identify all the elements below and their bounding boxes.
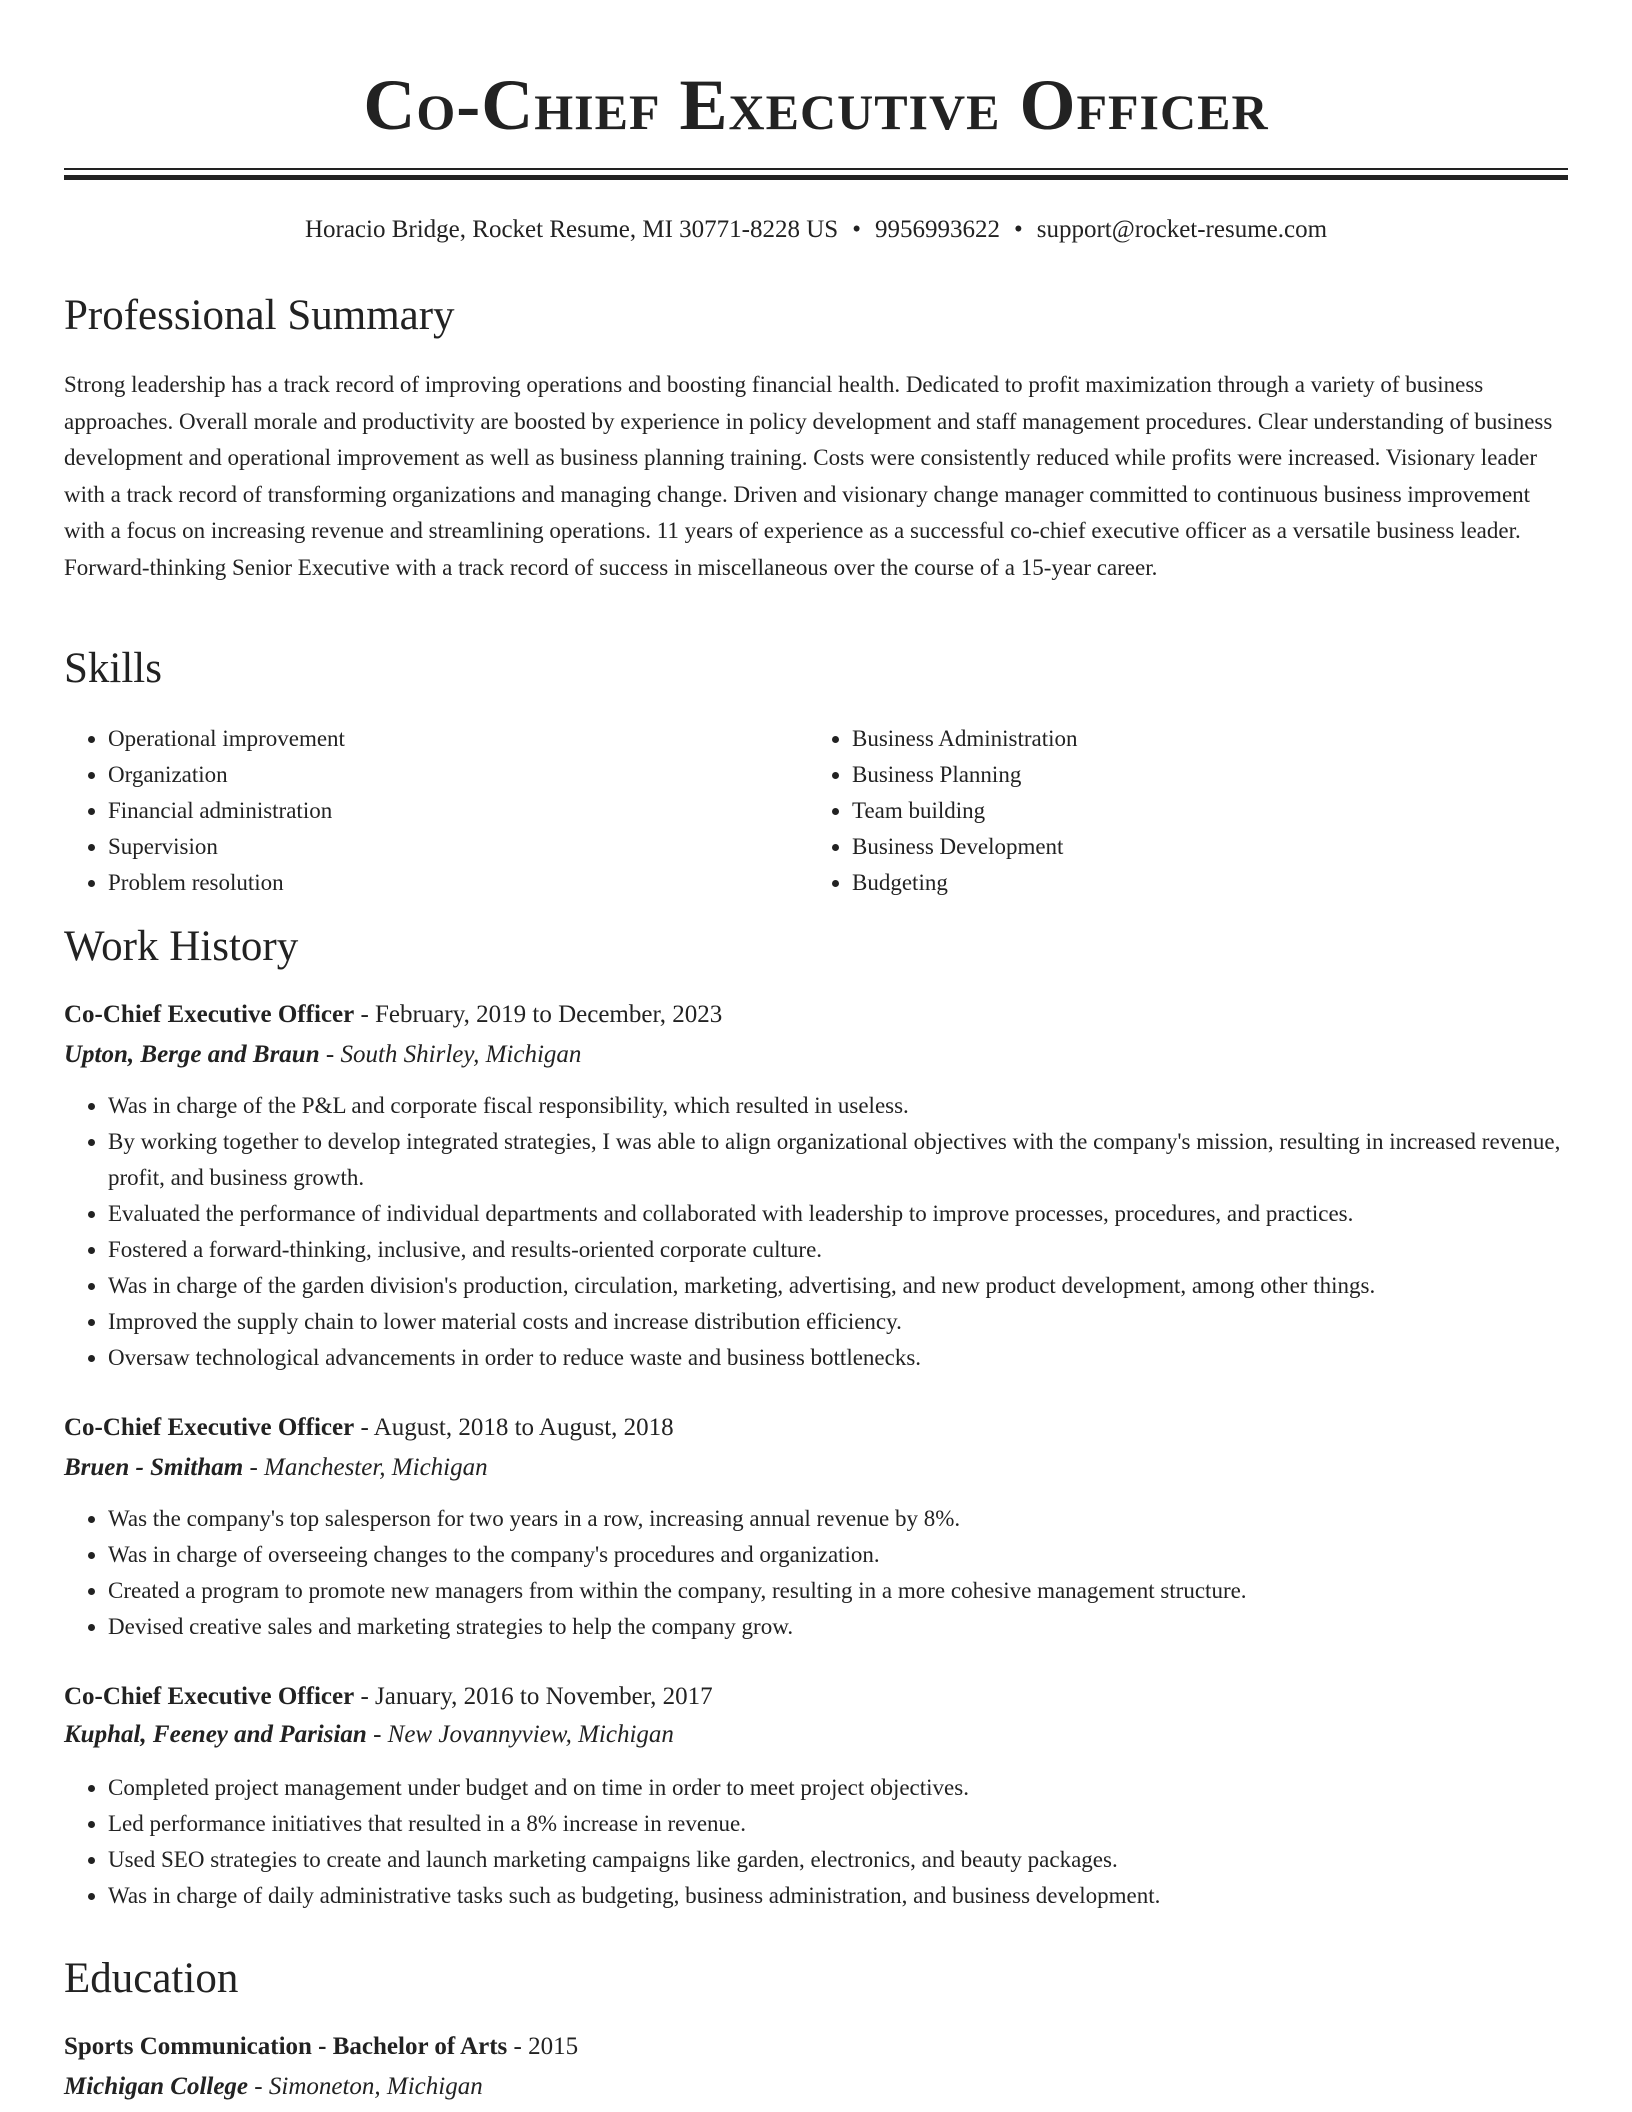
job-bullet: • Completed project management under budget and on time in order to meet project objectives. xyxy=(108,1770,1612,1806)
job-location: - New Jovannyview, Michigan xyxy=(366,1721,674,1748)
skill-item: • Business Administration xyxy=(852,721,1552,757)
skills-list-left xyxy=(64,721,808,901)
education-year: - 2015 xyxy=(507,2033,579,2060)
job-company: Upton, Berge and Braun xyxy=(64,1041,320,1068)
skill-item: • Operational improvement xyxy=(108,721,808,757)
job-bullet: • Oversaw technological advancements in order to reduce waste and business bottlenecks. xyxy=(108,1340,1612,1376)
contact-separator: • xyxy=(1013,216,1023,243)
job-bullet: • Devised creative sales and marketing strategies to help the company grow. xyxy=(108,1609,1612,1645)
job-company: Bruen - Smitham xyxy=(64,1454,244,1481)
job-bullet: • Created a program to promote new managers from within the company, resulting in a more cohesive management structure. xyxy=(108,1573,1612,1609)
job-bullet: • Was in charge of the P&L and corporate fiscal responsibility, which resulted in useless. xyxy=(108,1088,1612,1124)
education-heading: Education xyxy=(64,1955,239,2002)
contact-address: Horacio Bridge, Rocket Resume, MI 30771-8228 US xyxy=(304,216,839,243)
job-bullet: • Was the company's top salesperson for two years in a row, increasing annual revenue by 8%. xyxy=(108,1501,1612,1537)
skill-item: • Budgeting xyxy=(852,865,1552,901)
skill-item: • Business Development xyxy=(852,829,1552,865)
skill-item: • Team building xyxy=(852,793,1552,829)
education-school: Michigan College xyxy=(64,2073,249,2100)
summary-heading: Professional Summary xyxy=(64,292,455,339)
job-bullet: • Evaluated the performance of individual departments and collaborated with leadership to improve processes, procedures, and practices. xyxy=(108,1196,1612,1232)
job-title-line xyxy=(64,1680,713,1714)
skill-item: • Financial administration xyxy=(108,793,808,829)
job-title: Co-Chief Executive Officer xyxy=(64,1414,355,1441)
job-title-line xyxy=(64,998,722,1032)
job-bullet: • Was in charge of the garden division's production, circulation, marketing, advertising, and new product development, among other things. xyxy=(108,1268,1612,1304)
job-title-line xyxy=(64,1411,674,1445)
skill-item: • Organization xyxy=(108,757,808,793)
job-bullets xyxy=(64,1770,1612,1914)
contact-line xyxy=(64,214,1568,246)
job-company-line xyxy=(64,1038,581,1072)
job-dates: - February, 2019 to December, 2023 xyxy=(354,1001,723,1028)
job-bullet: • Was in charge of daily administrative tasks such as budgeting, business administration, and business development. xyxy=(108,1878,1612,1914)
job-dates: - January, 2016 to November, 2017 xyxy=(354,1683,713,1710)
job-company: Kuphal, Feeney and Parisian xyxy=(64,1721,367,1748)
summary-text: Strong leadership has a track record of improving operations and boosting financial health. Dedicated to profit maximization through a variety of business approaches. Overall morale and productivity are boosted by experience in policy development and staff management procedures. Clear understanding of business development and operational improvement as well as business planning training. Costs were consistently reduced while profits were increased. Visionary leader with a track record of transforming organizations and managing change. Driven and visionary change manager committed to continuous business improvement with a focus on increasing revenue and streamlining operations. 11 years of experience as a successful co-chief executive officer as a versatile business leader. Forward-thinking Senior Executive with a track record of success in miscellaneous over the course of a 15-year career. xyxy=(64,372,1553,580)
education-degree: Sports Communication - Bachelor of Arts xyxy=(64,2033,508,2060)
work-heading: Work History xyxy=(64,923,299,970)
skills-heading: Skills xyxy=(64,645,162,692)
education-location: - Simoneton, Michigan xyxy=(248,2073,483,2100)
job-bullets xyxy=(64,1501,1612,1645)
resume-title: Co-Chief Executive Officer xyxy=(363,65,1269,145)
contact-phone: 9956993622 xyxy=(874,216,1000,243)
job-dates: - August, 2018 to August, 2018 xyxy=(354,1414,674,1441)
job-bullet: • Led performance initiatives that resulted in a 8% increase in revenue. xyxy=(108,1806,1612,1842)
education-degree-line xyxy=(64,2030,578,2064)
job-bullets xyxy=(64,1088,1612,1376)
job-bullet: • By working together to develop integrated strategies, I was able to align organizational objectives with the company's mission, resulting in increased revenue, profit, and business growth. xyxy=(108,1124,1612,1196)
skill-item: • Business Planning xyxy=(852,757,1552,793)
job-location: - South Shirley, Michigan xyxy=(319,1041,582,1068)
skill-item: • Supervision xyxy=(108,829,808,865)
title-rule-thin xyxy=(64,168,1568,170)
skill-item: • Problem resolution xyxy=(108,865,808,901)
job-bullet: • Was in charge of overseeing changes to the company's procedures and organization. xyxy=(108,1537,1612,1573)
job-bullet: • Fostered a forward-thinking, inclusive, and results-oriented corporate culture. xyxy=(108,1232,1612,1268)
contact-separator: • xyxy=(852,216,861,243)
resume-page xyxy=(64,0,1568,2100)
job-bullet: • Improved the supply chain to lower material costs and increase distribution efficiency. xyxy=(108,1304,1612,1340)
job-company-line xyxy=(64,1451,488,1485)
education-school-line xyxy=(64,2070,483,2104)
title-rule-thick xyxy=(64,175,1568,180)
job-location: - Manchester, Michigan xyxy=(243,1454,488,1481)
job-bullet: • Used SEO strategies to create and launch marketing campaigns like garden, electronics, and beauty packages. xyxy=(108,1842,1612,1878)
job-title: Co-Chief Executive Officer xyxy=(64,1001,355,1028)
contact-email: support@rocket-resume.com xyxy=(1036,216,1328,243)
job-company-line xyxy=(64,1718,674,1752)
job-title: Co-Chief Executive Officer xyxy=(64,1683,355,1710)
skills-list-right xyxy=(808,721,1552,901)
